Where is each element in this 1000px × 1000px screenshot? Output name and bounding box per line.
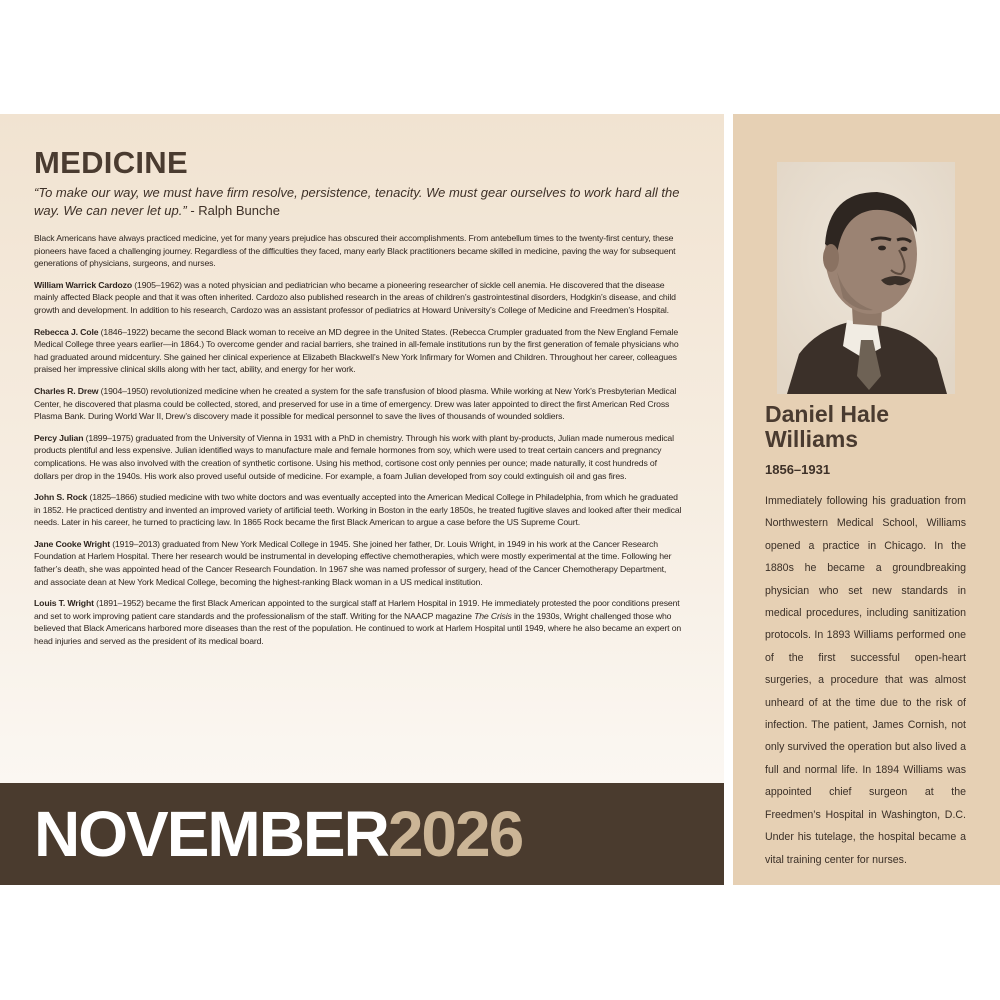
magazine-title: The Crisis bbox=[474, 610, 512, 621]
quote-attribution: - Ralph Bunche bbox=[186, 203, 280, 218]
bio-text: Immediately following his graduation from Northwestern Medical School, Williams opened a practice in Chicago. In the 1880s he became a groundbreaking physician who set new standards in medical procedures, including sanitization protocols. In 1893 Williams performed one of the first successful open-heart surgeries, a procedure that was almost unheard of at the time due to the risk of infection. The patient, James Cornish, not only survived the operation but also lived a full and normal life. In 1894 Williams was appointed chief surgeon at the Freedmen’s Hospital in Washington, D.C. Under his tutelage, the hospital became a vital training center for nurses. bbox=[765, 495, 966, 866]
entry-rock bbox=[34, 491, 682, 529]
month-banner bbox=[0, 783, 724, 885]
entry-jane-wright bbox=[34, 538, 682, 588]
medicine-panel bbox=[0, 114, 724, 783]
intro-paragraph: Black Americans have always practiced medicine, yet for many years prejudice has obscured their accomplishments. From antebellum times to the twenty-first century, these pioneers have faced a challenging journey. Regardless of the difficulties they faced, many early Black practitioners became skilled in medicine, paving the way for subsequent generations of physicians, surgeons, and nurses. bbox=[34, 233, 676, 269]
entry-drew bbox=[34, 385, 682, 423]
quote-text: “To make our way, we must have firm resolve, persistence, tenacity. We must gear ourselves to work hard all the way. We can never let up.” bbox=[34, 185, 680, 218]
featured-bio-panel bbox=[733, 114, 1000, 885]
entry-text: (1846–1922) became the second Black woman to receive an MD degree in the United States. (Rebecca Crumpler graduated from the New England Female Medical College three years earlier—in 1864.) To overcome gender and racial barriers, she trained in all-female institutions run by the first generation of female physicians who had graduated around midcentury. She gained her clinical experience at Elizabeth Blackwell’s New York Infirmary for Women and Children. Throughout her career, colleagues praised her impressive clinical skills along with her tact, ability, and energy for her work. bbox=[34, 326, 679, 375]
entry-text-end: in the 1930s, Wright challenged those who believed that Black Americans harbored more diseases than the rest of the population. He continued to work at Harlem Hospital until 1949, where he also became an expert on head injuries and served as the president of its medical board. bbox=[34, 610, 682, 647]
entry-cardozo bbox=[34, 279, 682, 317]
entry-text: (1904–1950) revolutionized medicine when he created a system for the safe transfusion of blood plasma. While working at New York’s Presbyterian Medical Center, he discovered that plasma could be collected, stored, and preserved for use in a time of emergency. Drew was later appointed to direct the first American Red Cross Plasma Bank. During World War II, Drew’s discovery made it possible for medical personnel to save the lives of thousands of wounded soldiers. bbox=[34, 385, 677, 422]
entry-name: Charles R. Drew bbox=[34, 385, 99, 396]
entry-text: (1899–1975) graduated from the University of Vienna in 1931 with a PhD in chemistry. Through his work with plant by-products, Julian made numerous medical products plentiful and less expensive. Julian identified ways to manufacture male and female hormones from soy, which were used to treat certain cancers and pregnancy complications. He was also involved with the creation of synthetic cortisone. Using his method, cortisone cost only pennies per ounce; made naturally, it cost hundreds of dollars per drop in the 1940s. His work also proved useful outside of medicine. For example, a foam Julian developed from soy could extinguish oil and gas fires. bbox=[34, 432, 674, 481]
entry-name: John S. Rock bbox=[34, 492, 88, 503]
month-heading bbox=[34, 797, 522, 871]
entry-text: (1919–2013) graduated from New York Medical College in 1945. She joined her father, Dr. Louis Wright, in 1949 in his work at the Cancer Research Foundation at Harlem Hospital. There her research would be instrumental in developing effective chemotherapies, which were mostly experimental at the time. Following her father’s death, she was appointed head of the Cancer Research Foundation. In 1967 she was named professor of surgery, head of the Cancer Chemotherapy Department, and associate dean at New York Medical College, becoming the highest-ranking Black woman in a US medical institution. bbox=[34, 538, 672, 587]
bio-name: Daniel Hale Williams bbox=[765, 401, 889, 452]
section-title: MEDICINE bbox=[34, 145, 188, 180]
article-body bbox=[34, 232, 682, 648]
medicine-content bbox=[34, 146, 682, 657]
portrait-illustration bbox=[777, 162, 955, 394]
entry-name: Jane Cooke Wright bbox=[34, 538, 110, 549]
month-year: 2026 bbox=[387, 798, 523, 870]
bio-dates: 1856–1931 bbox=[765, 462, 831, 477]
entry-text: (1825–1866) studied medicine with two white doctors and was eventually accepted into the American Medical College in Philadelphia, from which he graduated in 1852. He practiced dentistry and invented an improved variety of artificial teeth. Working in Boston in the early 1850s, he treated fugitive slaves and looked after their medical needs. Later in his career, he turned to practicing law. In 1865 Rock became the first Black American to argue a case before the US Supreme Court. bbox=[34, 492, 682, 528]
entry-louis-wright bbox=[34, 597, 682, 647]
entry-cole bbox=[34, 326, 682, 376]
entry-name: Percy Julian bbox=[34, 432, 84, 443]
entry-text: (1891–1952) became the first Black American appointed to the surgical staff at Harlem Hospital in 1919. He immediately protested the poor conditions present and set to work improving patient care standards and the professionalism of the staff. Writing for the NAACP magazine bbox=[34, 598, 680, 621]
quote bbox=[34, 184, 682, 220]
entry-julian bbox=[34, 432, 682, 482]
entry-name: Louis T. Wright bbox=[34, 598, 94, 609]
entry-text: (1905–1962) was a noted physician and pediatrician who became a pioneering researcher of sickle cell anemia. He discovered that the disease mainly affected Black people and that it was often inherited. Cardozo also published research in the areas of children’s gastrointestinal disorders, Hodgkin’s disease, and child growth and development. In addition to his research, Cardozo was an assistant professor of pediatrics at Howard University’s College of Medicine and Freedmen’s Hospital. bbox=[34, 279, 676, 315]
entry-name: Rebecca J. Cole bbox=[34, 326, 99, 337]
month-name: NOVEMBER bbox=[34, 798, 388, 870]
entry-name: William Warrick Cardozo bbox=[34, 279, 133, 290]
portrait-image bbox=[777, 162, 955, 394]
